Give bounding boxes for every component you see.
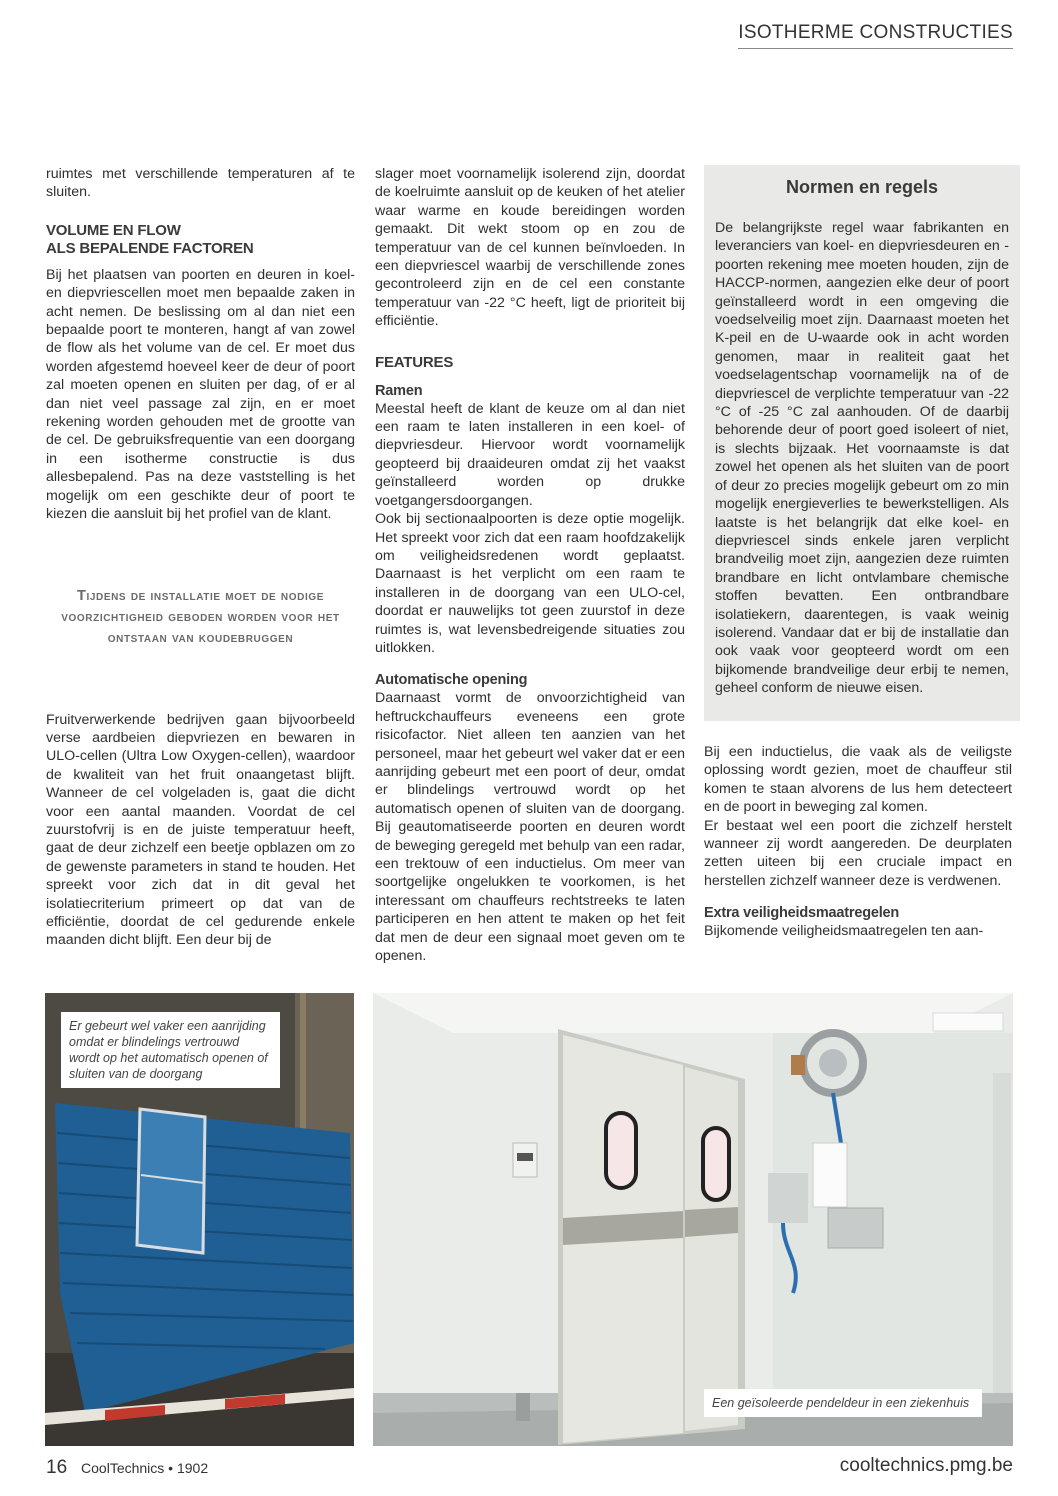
paragraph: Meestal heeft de klant de keuze om al dan niet een raam te laten installeren in een koel- of diepvriesdeur. Hiervoor wordt voornamelijk geopteerd bij draaideuren omdat zij het vaakst geïnstalleerd worden op drukke voetgangersdoorgangen.: [375, 400, 685, 509]
section-heading-features: FEATURES: [375, 353, 454, 371]
photo-hospital-door: [373, 993, 1013, 1446]
magazine-issue: CoolTechnics • 1902: [81, 1460, 209, 1476]
page-number: 16: [46, 1457, 68, 1478]
heading-line: ALS BEPALENDE FACTOREN: [46, 239, 254, 257]
box-text: De belangrijkste regel waar fabrikanten en leveranciers van koel- en diepvriesdeuren en -poorten rekening mee moeten houden, zijn de HACCP-normen, aangezien elke deur of poort geïnstalleerd wordt in een omgeving die voedselveilig moet zijn. Daarnaast moeten het K-peil en de U-waarde ook in acht worden genomen, maar in realiteit gaat het voedselagentschap voornamelijk na of de diepvriescel de verplichte temperatuur van -22 °C of -25 °C zal aanhouden. Of de daarbij behorende deur of poort goed isoleert of niet, is slechts bijzaak. Het voornaamste is dat zowel het openen als het sluiten van de poort of deur zo precies mogelijk gebeurt om zo min mogelijk energieverlies te bewerkstelligen. Als laatste is het belangrijk dat elke koel- en diepvriescel sinds enkele jaren verplicht brandveilig moet zijn, aangezien deze ruimten brandbare en licht ontvlambare chemische stoffen bevatten. Een ontbrandbare isolatiekern, daarentegen, is vaak weinig isolerend. Vandaar dat er bij de installatie dan ook vaak voor geopteerd wordt om een bijkomende brandveilige deur erbij te nemen, geheel conform de nieuwe eisen.: [715, 220, 1009, 697]
sidebar-box-normen: [704, 165, 1020, 721]
paragraph: Daarnaast vormt de onvoorzichtigheid van heftruckchauffeurs eveneens een grote risicofactor. Niet alleen ten aanzien van het personeel, maar het gebeurt wel vaker dat er een aanrijding gebeurt met een poort of deur, omdat er blindelings vertrouwd wordt op het automatisch openen of sluiten van de doorgang. Bij geautomatiseerde poorten en deuren wordt de beweging geregeld met behulp van een radar, een trektouw of een inductielus. Om meer van soortgelijke ongelukken te voorkomen, is het interessant om chauffeurs rechtstreeks te laten participeren en hen attent te maken op het feit dat men de deur een signaal moet geven om te openen.: [375, 690, 685, 965]
paragraph: Er bestaat wel een poort die zichzelf herstelt wanneer zij wordt aangereden. De deurplaten zetten uiteen bij een cruciale impact en herstellen zichzelf wanneer deze is verdwenen.: [704, 817, 1012, 889]
section-label: ISOTHERME CONSTRUCTIES: [738, 22, 1013, 49]
subheading-extra-veiligheid: Extra veiligheidsmaatregelen: [704, 905, 900, 922]
paragraph: ruimtes met verschillende temperaturen af te sluiten.: [46, 166, 355, 201]
paragraph: slager moet voornamelijk isolerend zijn, doordat de koelruimte aansluit op de keuken of het atelier waar warme en koude bereidingen worden gemaakt. Dit wekt stoom op en zou de temperatuur van de cel kunnen beïnvloeden. In een diepvriescel waarbij de verschillende zones gecontroleerd zijn en de cel een constante temperatuur van -22 °C heeft, ligt de prioriteit bij efficiëntie.: [375, 166, 685, 330]
footer-url[interactable]: cooltechnics.pmg.be: [839, 1455, 1013, 1476]
paragraph: Bij een inductielus, die vaak als de veiligste oplossing wordt gezien, moet de chauffeur stil komen te staan alvorens de lus hem detecteert en de poort in beweging zal komen.: [704, 744, 1012, 816]
column-3: [704, 743, 1012, 941]
paragraph: Bij het plaatsen van poorten en deuren in koel- en diepvriescellen moet men bepaalde zaken in acht nemen. De beslissing om al dan niet een bepaalde poort te monteren, hangt af van zowel de flow als het volume van de cel. Er moet dus worden afgestemd hoeveel keer de deur of poort zal moeten openen en sluiten per dag, of er al dan niet veel passage zal zijn, en er moet rekening worden gehouden met de grootte van de cel. De gebruiksfrequentie van een doorgang in een isotherme constructie is dus allesbepalend. Pas na deze vaststelling is het mogelijk om een geschikte deur of poort te kiezen die aansluit bij het profiel van de klant.: [46, 266, 355, 523]
column-1: [46, 165, 355, 950]
hospital-room-illustration: [373, 993, 1013, 1446]
heading-line: VOLUME EN FLOW: [46, 221, 181, 239]
pull-quote: Tijdens de installatie moet de nodige voorzichtigheid geboden worden voor het ontstaan van koudebruggen: [61, 587, 340, 646]
paragraph: Bijkomende veiligheidsmaatregelen ten aan-: [704, 923, 984, 940]
subheading-automatische-opening: Automatische opening: [375, 672, 528, 689]
section-heading-volume: [46, 222, 355, 258]
subheading-ramen: Ramen: [375, 382, 423, 399]
footer-left: [46, 1457, 208, 1479]
photo-damaged-door: [45, 993, 354, 1446]
paragraph: Ook bij sectionaalpoorten is deze optie mogelijk. Het spreekt voor zich dat een raam hoofdzakelijk om veiligheidsredenen wordt geplaatst. Daarnaast is het verplicht om een raam te installeren in de doorgang van een ULO-cel, doordat er nauwelijks tot geen zuurstof in deze ruimtes is, wat levensbedreigende situaties zou uitlokken.: [375, 511, 685, 656]
photo-caption-2: Een geïsoleerde pendeldeur in een ziekenhuis: [704, 1389, 982, 1417]
paragraph: Fruitverwerkende bedrijven gaan bijvoorbeeld verse aardbeien diepvriezen en bewaren in ULO-cellen (Ultra Low Oxygen-cellen), waardoor de kwaliteit van het fruit onaangetast blijft. Wanneer de cel volgeladen is, gaat die dicht voor een aantal maanden. Voordat de cel zuurstofvrij is en de juiste temperatuur heeft, gaat de deur zichzelf een beetje opblazen om zo de gewenste parameters in stand te houden. Het spreekt voor zich dat in dit geval het isolatiecriterium primeert op dat van de efficiëntie, doordat de cel gedurende enkele maanden dicht blijft. Een deur bij de: [46, 711, 355, 949]
box-title: Normen en regels: [785, 177, 939, 197]
column-2: [375, 165, 685, 965]
photo-caption-1: Er gebeurt wel vaker een aanrijding omdat er blindelings vertrouwd wordt op het automatisch openen of sluiten van de doorgang: [61, 1012, 280, 1088]
